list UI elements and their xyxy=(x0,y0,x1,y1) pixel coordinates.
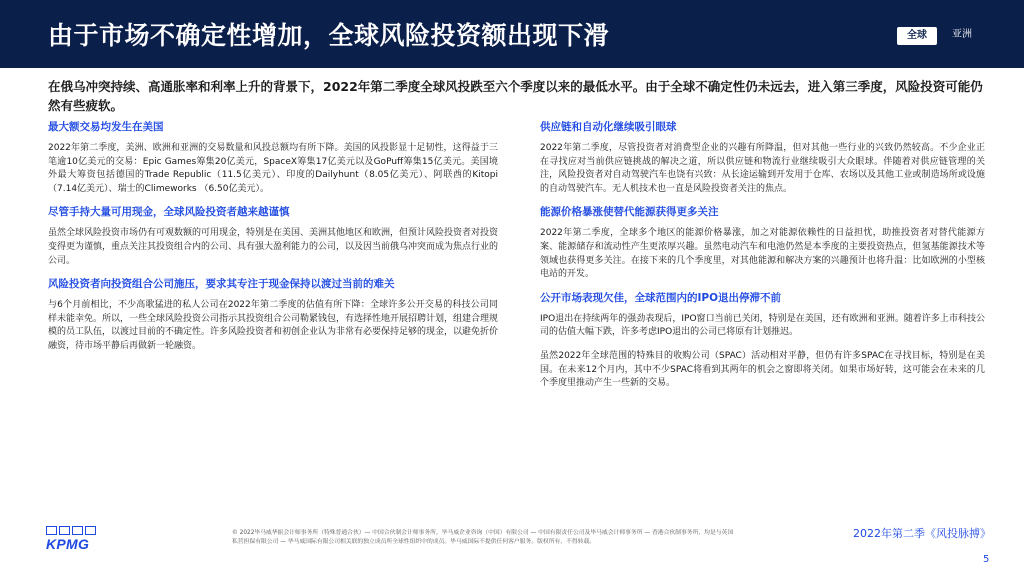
report-name: 2022年第二季《风投脉搏》 xyxy=(853,527,991,540)
kpmg-logo-text: KPMG xyxy=(46,536,90,552)
kpmg-logo-mark xyxy=(46,526,98,535)
section-heading-energy: 能源价格暴涨使替代能源获得更多关注 xyxy=(540,206,719,219)
section-heading-largest-deals: 最大额交易均发生在美国 xyxy=(48,121,164,133)
left-column xyxy=(48,120,498,363)
region-tag-global[interactable]: 全球 xyxy=(897,27,937,45)
page-number: 5 xyxy=(983,554,990,565)
section-body-cash-pressure: 与6个月前相比，不少高歌猛进的私人公司在2022年第二季度的估值有所下降：全球许多公开交易的科技公司同样未能幸免。所以，一些全球风险投资公司指示其投资组合公司勒紧钱包，有选择性地开展招聘计划，组建合理规模的员工队伍，以渡过目前的不确定性。许多风险投资者和初创企业认为非常有必要保持足够的现金，以避免折价融资，待市场平静后再做新一轮融资。 xyxy=(48,300,499,351)
section-heading-cash-pressure: 风险投资者向投资组合公司施压，要求其专注于现金保持以渡过当前的难关 xyxy=(48,278,395,291)
section-heading-cautious-investors: 尽管手持大量可用现金，全球风险投资者越来越谨慎 xyxy=(48,206,290,219)
section-heading-ipo-exits: 公开市场表现欠佳，全球范围内的IPO退出停滞不前 xyxy=(540,291,782,304)
section-body-supply-chain: 2022年第二季度，尽管投资者对消费型企业的兴趣有所降温，但对其他一些行业的兴致仍然较高。不少企业正在寻找应对当前供应链挑战的解决之道，所以供应链和物流行业继续吸引大众眼球。伴随着对供应链管理的关注，风险投资者对自动驾驶汽车也饶有兴致：从长途运输到开发用于仓库、农场以及其他工业或制造场所或设施的自动驾驶汽车。无人机技术也一直是风险投资者关注的焦点。 xyxy=(540,143,985,194)
section-heading-supply-chain: 供应链和自动化继续吸引眼球 xyxy=(540,121,677,133)
region-tab-asia[interactable]: 亚洲 xyxy=(952,29,972,40)
section-body-spac: 虽然2022年全球范围的特殊目的收购公司（SPAC）活动相对平静，但仍有许多SPAC在寻找目标，特别是在美国。在未来12个月内，其中不少SPAC将看到其两年的机会之窗即将关闭。如果市场好转，这可能会在未来的几个季度里推动产生一些新的交易。 xyxy=(540,350,985,389)
section-body-cautious-investors: 虽然全球风险投资市场仍有可观数额的可用现金，特别是在美国、美洲其他地区和欧洲，但预计风险投资者对投资变得更为谨慎，重点关注其投资组合内的公司、具有强大盈利能力的公司，以及因当前俄乌冲突而成为焦点行业的公司。 xyxy=(48,228,499,266)
section-body-ipo-exits: IPO退出在持续两年的强劲表现后，IPO窗口当前已关闭，特别是在美国，还有欧洲和亚洲。随着许多上市科技公司的估值大幅下跌，许多考虑IPO退出的公司已将原有计划推迟。 xyxy=(540,313,985,338)
copyright-note: © 2022毕马威华振会计师事务所（特殊普通合伙）— 中国合伙制会计师事务所，毕马威企业咨询（中国）有限公司 — 中国有限责任公司及毕马威会计师事务所 — 香港合伙制事务所，均是与英国私营担保有限公司 — 毕马威国际有限公司相关联的独立成员所全球性组织中的成员。毕马威国际不提供任何客户服务。版权所有，不得转载。 xyxy=(232,530,734,545)
intro-paragraph: 在俄乌冲突持续、高通胀率和利率上升的背景下，2022年第二季度全球风投跌至六个季度以来的最低水平。由于全球不确定性仍未远去，进入第三季度，风险投资可能仍然有些疲软。 xyxy=(48,79,983,113)
right-column xyxy=(540,120,985,400)
section-body-energy: 2022年第二季度，全球多个地区的能源价格暴涨，加之对能源依赖性的日益担忧，助推投资者对替代能源方案、能源储存和流动性产生更浓厚兴趣。虽然电动汽车和电池仍然是本季度的主要投资热点，但氢基能源技术等领域也获得更多关注。在接下来的几个季度里，对其他能源和解决方案的兴趣预计也将升温：比如欧洲的小型核电站的开发。 xyxy=(540,228,985,280)
header-bar xyxy=(0,0,1024,68)
page-title: 由于市场不确定性增加，全球风险投资额出现下滑 xyxy=(48,21,610,50)
kpmg-logo xyxy=(46,526,98,552)
section-body-largest-deals: 2022年第二季度，美洲、欧洲和亚洲的交易数量和风投总额均有所下降。美国的风投影显十足韧性，这得益于三笔逾10亿美元的交易：Epic Games筹集20亿美元，SpaceX筹集17亿美元以及GoPuff筹集15亿美元。美国境外最大筹资包括德国的Trade Republic（11.5亿美元）、印度的Dailyhunt（8.05亿美元）、阿联酋的Kitopi（7.14亿美元）、瑞士的Climeworks （6.50亿美元）。 xyxy=(48,143,498,194)
